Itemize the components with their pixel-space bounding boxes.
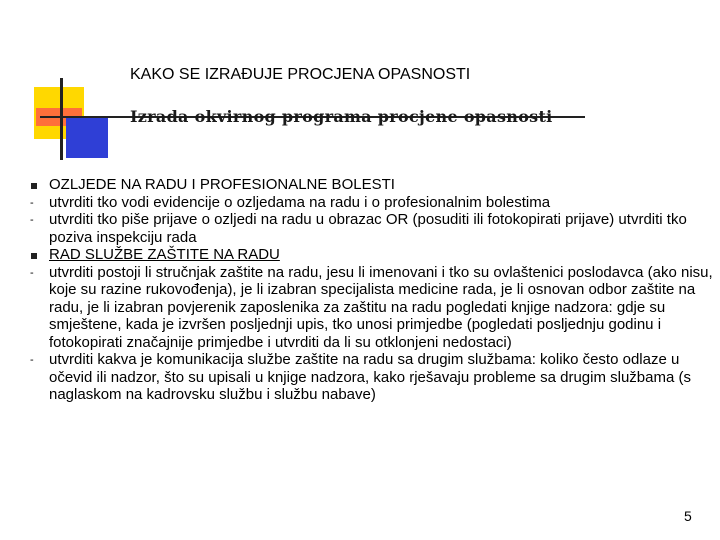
list-item — [30, 176, 716, 194]
list-item — [30, 246, 716, 264]
vertical-line-decoration — [60, 78, 63, 160]
page-number: 5 — [684, 508, 692, 524]
list-item-text: utvrditi postoji li stručnjak zaštite na radu, jesu li imenovani i tko su ovlaštenici poslodavca (ako nisu, koje su razine rukovođenja), je li izabran specijalista medicine rada, je li osnovan odbor zaštite na radu, je li izabran povjerenik zaposlenika za zaštitu na radu pogledati knjige nadzora: gdje su smještene, kada je izvršen posljednji upis, tko unosi primjedbe (pogledati posljednju godinu i fotokopirati značajnije primjedbe i utvrditi da li su otklonjeni nedostaci) — [49, 263, 713, 351]
bullet-list — [30, 176, 716, 404]
list-item-text: utvrditi tko piše prijave o ozljedi na radu u obrazac OR (posuditi ili fotokopirati prijave) utvrditi tko poziva inspekciju rada — [49, 211, 687, 246]
slide-subtitle: Izrada okvirnog programa procjene opasnosti — [130, 107, 553, 126]
list-item — [30, 264, 716, 352]
dash-bullet-icon: - — [30, 354, 34, 366]
list-item-text: OZLJEDE NA RADU I PROFESIONALNE BOLESTI — [49, 176, 395, 193]
dash-bullet-icon: - — [30, 214, 34, 226]
dash-bullet-icon: - — [30, 266, 34, 279]
slide-title: KAKO SE IZRAĐUJE PROCJENA OPASNOSTI — [130, 66, 471, 83]
list-item — [30, 211, 716, 246]
list-item-text: utvrditi kakva je komunikacija službe zaštite na radu sa drugim službama: koliko često odlaze u očevid ili nadzor, što su upisali u knjige nadzora, kako rješavaju probleme sa drugim službama (s naglaskom na kadrovsku službu i službu nabave) — [49, 351, 691, 403]
list-item — [30, 351, 716, 404]
blue-square-decoration — [66, 116, 108, 158]
dash-bullet-icon: - — [30, 196, 34, 209]
list-item — [30, 194, 716, 212]
list-item-text: utvrditi tko vodi evidencije o ozljedama na radu i o profesionalnim bolestima — [49, 193, 551, 211]
list-item-text: RAD SLUŽBE ZAŠTITE NA RADU — [49, 246, 280, 263]
slide-logo-graphic — [0, 0, 720, 170]
